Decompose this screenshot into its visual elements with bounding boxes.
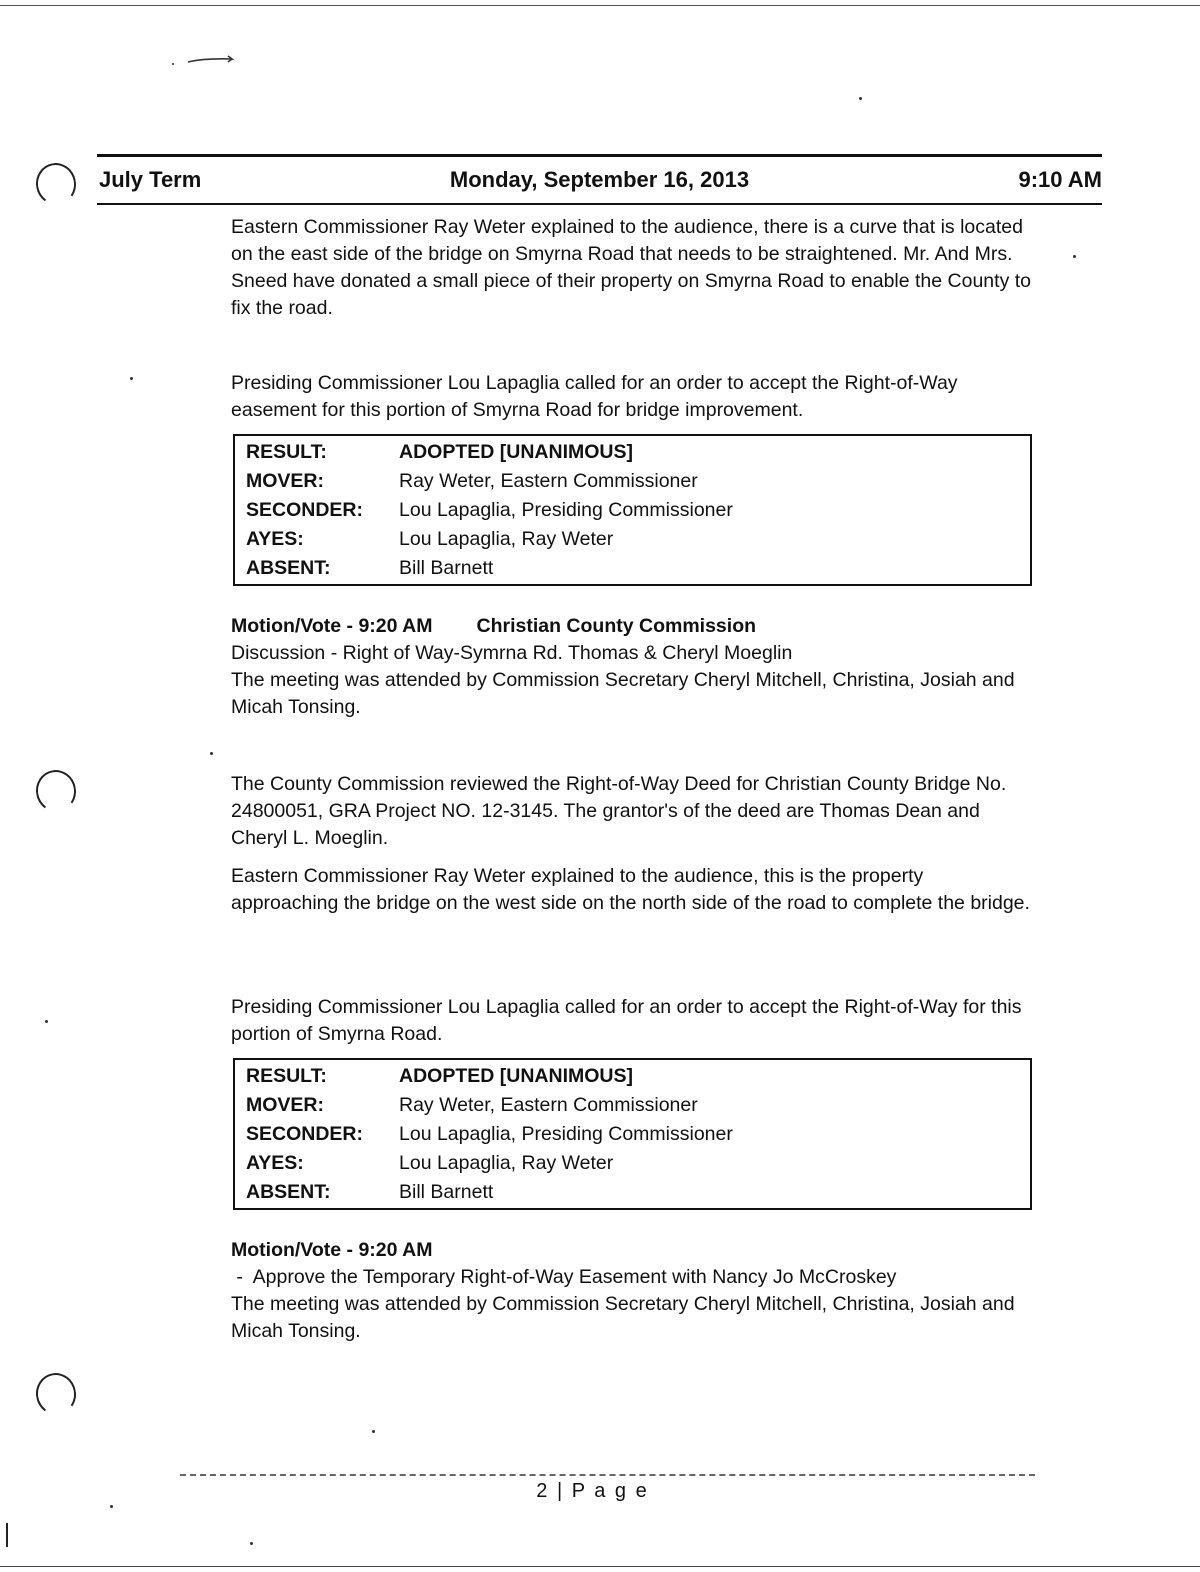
vote-row-absent [235,1178,1030,1207]
motion3-title: Motion/Vote - 9:20 AM [231,1239,433,1261]
motion2-review: The County Commission reviewed the Right-of-Way Deed for Christian County Bridge No. 24800051, GRA Project NO. 12-3145. The grantor's of the deed are Thomas Dean and Cheryl L. Moeglin. [231,773,1007,849]
vote-value: Lou Lapaglia, Presiding Commissioner [399,1123,733,1145]
vote-value: Lou Lapaglia, Ray Weter [399,1152,614,1174]
motion3-block [231,1237,1031,1345]
scan-speck [45,1020,48,1023]
motion2-org: Christian County Commission [476,615,757,637]
vote-value: Ray Weter, Eastern Commissioner [399,470,698,492]
scan-speck [110,1505,113,1508]
vote-value: ADOPTED [UNANIMOUS] [399,441,633,463]
vote-row-mover [235,467,1030,496]
scan-top-edge [0,5,1200,6]
motion2-review-block [231,771,1031,852]
vote-key: SECONDER: [246,1123,364,1145]
meeting-date: Monday, September 16, 2013 [449,167,750,192]
section1-order-block [231,370,1031,424]
vote-key: ABSENT: [246,1181,331,1203]
motion2-order: Presiding Commissioner Lou Lapaglia called for an order to accept the Right-of-Way for this portion of Smyrna Road. [231,996,1022,1045]
scan-speck [250,1542,253,1545]
vote-value: Bill Barnett [399,1181,494,1203]
vote-row-seconder [235,496,1030,525]
vote-value: Ray Weter, Eastern Commissioner [399,1094,698,1116]
scan-speck [130,377,133,380]
motion2-discussion: Discussion - Right of Way-Symrna Rd. Thomas & Cheryl Moeglin [231,642,793,664]
vote-value: Bill Barnett [399,557,494,579]
vote-key: SECONDER: [246,499,364,521]
vote-key: RESULT: [246,441,327,463]
vote-row-absent [235,554,1030,583]
vote-key: ABSENT: [246,557,331,579]
term-label: July Term [99,167,202,192]
punch-hole-icon [33,160,80,208]
motion2-explanation: Eastern Commissioner Ray Weter explained to the audience, this is the property approaching the bridge on the west side on the north side of the road to complete the bridge. [231,865,1030,914]
vote-key: MOVER: [246,1094,324,1116]
vote-value: ADOPTED [UNANIMOUS] [399,1065,633,1087]
punch-hole-icon [33,767,80,815]
vote-row-mover [235,1091,1030,1120]
vote-table-1 [233,434,1032,586]
scan-speck [1073,255,1076,258]
motion2-attended: The meeting was attended by Commission Secretary Cheryl Mitchell, Christina, Josiah and Micah Tonsing. [231,669,1015,718]
motion3-subject: - Approve the Temporary Right-of-Way Easement with Nancy Jo McCroskey [231,1266,897,1288]
pen-mark-icon [170,52,240,68]
vote-key: AYES: [246,1152,304,1174]
motion2-block [231,613,1031,721]
motion2-explanation-block [231,863,1031,917]
vote-key: RESULT: [246,1065,327,1087]
vote-row-result [235,1062,1030,1091]
motion3-attended: The meeting was attended by Commission Secretary Cheryl Mitchell, Christina, Josiah and Micah Tonsing. [231,1293,1015,1342]
scan-speck [372,1430,375,1433]
scan-speck [210,752,213,755]
vote-key: MOVER: [246,470,324,492]
vote-row-result [235,438,1030,467]
scan-left-mark [6,1523,8,1547]
footer-rule [180,1474,1035,1476]
motion2-order-block [231,994,1031,1048]
section1-order: Presiding Commissioner Lou Lapaglia called for an order to accept the Right-of-Way easement for this portion of Smyrna Road for bridge improvement. [231,372,958,421]
page-header [97,154,1102,205]
page-number: 2 | P a g e [536,1480,649,1502]
section1-explanation: Eastern Commissioner Ray Weter explained to the audience, there is a curve that is located on the east side of the bridge on Smyrna Road that needs to be straightened. Mr. And Mrs. Sneed have donated a small piece of their property on Smyrna Road to enable the County to fix the road. [231,216,1032,319]
vote-key: AYES: [246,528,304,550]
punch-hole-icon [33,1370,80,1418]
vote-row-seconder [235,1120,1030,1149]
vote-row-ayes [235,525,1030,554]
motion2-heading [231,613,1031,640]
motion2-title: Motion/Vote - 9:20 AM [231,615,433,637]
vote-row-ayes [235,1149,1030,1178]
vote-table-2 [233,1058,1032,1210]
vote-value: Lou Lapaglia, Presiding Commissioner [399,499,733,521]
vote-value: Lou Lapaglia, Ray Weter [399,528,614,550]
meeting-time: 9:10 AM [1018,167,1102,192]
section1-explanation-block [231,214,1031,322]
scan-bottom-edge [0,1566,1200,1567]
scan-speck [859,97,862,100]
